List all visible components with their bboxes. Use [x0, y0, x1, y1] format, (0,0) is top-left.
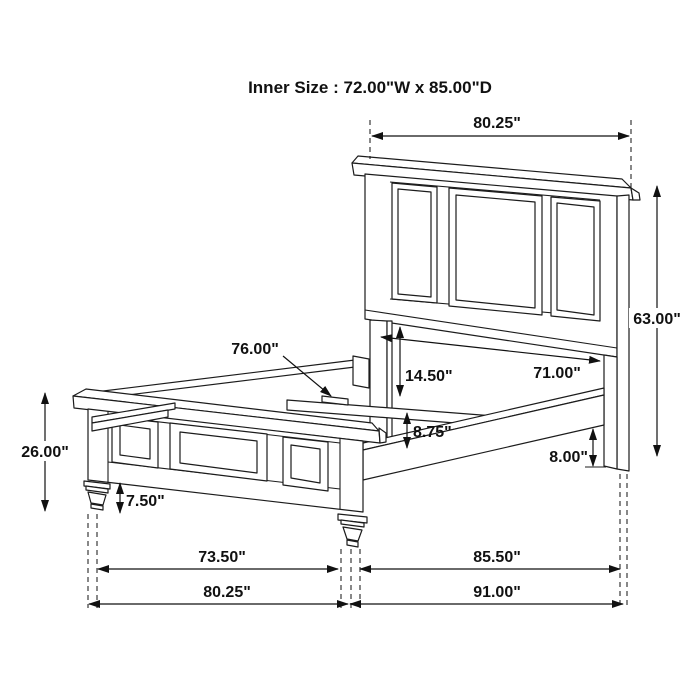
label-footboard-inner-width: 73.50": [198, 549, 246, 566]
label-headboard-clearance: 14.50": [405, 368, 453, 385]
dimension-headboard-clearance: [400, 327, 453, 396]
diagram-title: Inner Size : 72.00"W x 85.00"D: [248, 78, 492, 97]
label-headboard-width-top: 80.25": [473, 115, 521, 132]
label-slat-rail-height: 8.75": [413, 424, 452, 441]
dimension-footboard-height: [18, 393, 74, 511]
label-footboard-width: 80.25": [203, 584, 251, 601]
dimension-headboard-height: [629, 186, 685, 456]
label-side-rail-span: 85.50": [473, 549, 521, 566]
label-foot-leg-height: 7.50": [126, 493, 165, 510]
label-rail-floor-gap: 8.00": [549, 449, 588, 466]
label-overall-depth: 91.00": [473, 584, 521, 601]
dimension-overall-depth: [350, 584, 623, 604]
label-headboard-height: 63.00": [633, 311, 681, 328]
dimension-side-rail-span: [360, 549, 620, 569]
label-inner-length: 71.00": [533, 365, 581, 382]
dimension-footboard-width: [89, 584, 348, 604]
label-footboard-height: 26.00": [21, 444, 69, 461]
label-slat-rail-length: 76.00": [231, 341, 279, 358]
dimension-footboard-inner-width: [98, 549, 338, 569]
